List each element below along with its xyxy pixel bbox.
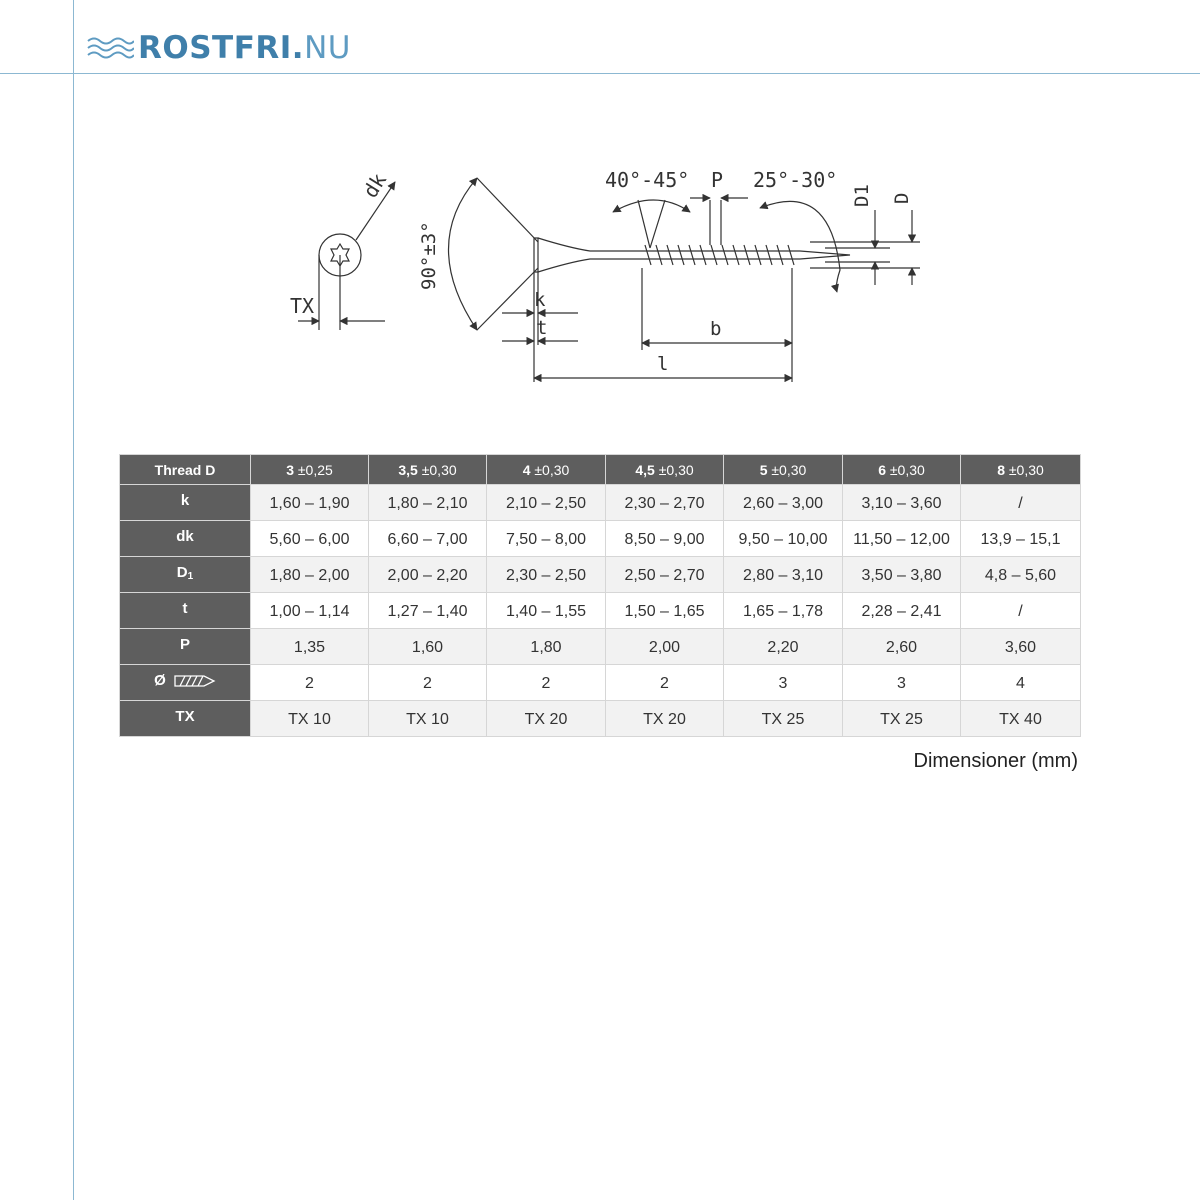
table-cell: 1,80 xyxy=(487,629,606,665)
table-row-p xyxy=(120,629,1081,665)
label-d: D xyxy=(891,192,913,204)
drill-bit-icon xyxy=(174,675,216,687)
table-cell: 2,60 xyxy=(843,629,961,665)
table-cell: 6,60 – 7,00 xyxy=(369,521,487,557)
row-label: TX xyxy=(120,701,251,737)
header-size: 4,5 ±0,30 xyxy=(606,455,724,485)
table-cell: 2,30 – 2,70 xyxy=(606,485,724,521)
table-cell: 7,50 – 8,00 xyxy=(487,521,606,557)
screw-head-side xyxy=(534,238,538,272)
table-cell: 1,60 – 1,90 xyxy=(251,485,369,521)
table-cell: 1,35 xyxy=(251,629,369,665)
row-label: t xyxy=(120,593,251,629)
table-cell: TX 25 xyxy=(724,701,843,737)
table-cell: 2 xyxy=(369,665,487,701)
table-cell: 3,50 – 3,80 xyxy=(843,557,961,593)
table-cell: 13,9 – 15,1 xyxy=(961,521,1081,557)
table-cell: 1,60 xyxy=(369,629,487,665)
header-thread-d: Thread D xyxy=(120,455,251,485)
table-cell: 1,50 – 1,65 xyxy=(606,593,724,629)
row-label: P xyxy=(120,629,251,665)
table-cell: 2,28 – 2,41 xyxy=(843,593,961,629)
table-cell: TX 20 xyxy=(487,701,606,737)
table-row-dk xyxy=(120,521,1081,557)
table-cell: 4,8 – 5,60 xyxy=(961,557,1081,593)
table-cell: 2,80 – 3,10 xyxy=(724,557,843,593)
units-note: Dimensioner (mm) xyxy=(913,750,1078,772)
label-k: k xyxy=(534,289,546,311)
table-cell: 2,20 xyxy=(724,629,843,665)
row-label: dk xyxy=(120,521,251,557)
table-cell: 3 xyxy=(724,665,843,701)
table-cell: TX 25 xyxy=(843,701,961,737)
screw-thread xyxy=(645,245,794,265)
label-thread-angle: 40°-45° xyxy=(605,168,690,192)
table-cell: 1,65 – 1,78 xyxy=(724,593,843,629)
header-size: 8 ±0,30 xyxy=(961,455,1081,485)
table-cell: 1,40 – 1,55 xyxy=(487,593,606,629)
table-cell: 3,60 xyxy=(961,629,1081,665)
table-cell: TX 40 xyxy=(961,701,1081,737)
table-cell: 2,00 – 2,20 xyxy=(369,557,487,593)
table-cell: 3 xyxy=(843,665,961,701)
label-tip-angle: 25°-30° xyxy=(753,168,838,192)
header-rule xyxy=(0,73,1200,74)
header-size: 6 ±0,30 xyxy=(843,455,961,485)
header-size: 5 ±0,30 xyxy=(724,455,843,485)
table-cell: 5,60 – 6,00 xyxy=(251,521,369,557)
label-d1: D1 xyxy=(851,184,873,207)
table-cell: 1,80 – 2,00 xyxy=(251,557,369,593)
row-label: Ø xyxy=(120,665,251,701)
label-tx: TX xyxy=(290,294,315,318)
table-cell: 2,00 xyxy=(606,629,724,665)
table-cell: 2,50 – 2,70 xyxy=(606,557,724,593)
table-cell: 2,10 – 2,50 xyxy=(487,485,606,521)
table-cell: 1,80 – 2,10 xyxy=(369,485,487,521)
table-cell: 8,50 – 9,00 xyxy=(606,521,724,557)
waves-icon xyxy=(86,33,134,63)
table-cell: TX 10 xyxy=(251,701,369,737)
table-cell: 1,27 – 1,40 xyxy=(369,593,487,629)
table-cell: 1,00 – 1,14 xyxy=(251,593,369,629)
table-row-tx xyxy=(120,701,1081,737)
table-row-d1 xyxy=(120,557,1081,593)
dimension-table xyxy=(119,454,1081,737)
label-head-angle: 90°±3° xyxy=(418,221,440,290)
table-cell: TX 20 xyxy=(606,701,724,737)
table-cell: / xyxy=(961,593,1081,629)
table-cell: 2 xyxy=(606,665,724,701)
table-row-k xyxy=(120,485,1081,521)
table-cell: 3,10 – 3,60 xyxy=(843,485,961,521)
label-l: l xyxy=(657,353,669,375)
screw-technical-drawing xyxy=(270,160,930,390)
brand-logo[interactable] xyxy=(86,28,351,68)
label-t: t xyxy=(536,317,548,339)
margin-rule xyxy=(73,0,74,1200)
label-pitch: P xyxy=(711,168,724,192)
table-cell: / xyxy=(961,485,1081,521)
table-cell: 11,50 – 12,00 xyxy=(843,521,961,557)
header-size: 3 ±0,25 xyxy=(251,455,369,485)
table-cell: TX 10 xyxy=(369,701,487,737)
table-row-t xyxy=(120,593,1081,629)
label-b: b xyxy=(710,318,722,340)
header-size: 4 ±0,30 xyxy=(487,455,606,485)
table-cell: 2 xyxy=(487,665,606,701)
table-cell: 9,50 – 10,00 xyxy=(724,521,843,557)
table-header-row xyxy=(120,455,1081,485)
table-row-pilot-hole xyxy=(120,665,1081,701)
table-cell: 2 xyxy=(251,665,369,701)
row-label: k xyxy=(120,485,251,521)
header-size: 3,5 ±0,30 xyxy=(369,455,487,485)
label-dk: dk xyxy=(358,168,392,202)
table-cell: 2,60 – 3,00 xyxy=(724,485,843,521)
brand-name: ROSTFRI.NU xyxy=(138,30,351,66)
table-cell: 4 xyxy=(961,665,1081,701)
row-label: $D_1$ xyxy=(120,557,251,593)
table-cell: 2,30 – 2,50 xyxy=(487,557,606,593)
